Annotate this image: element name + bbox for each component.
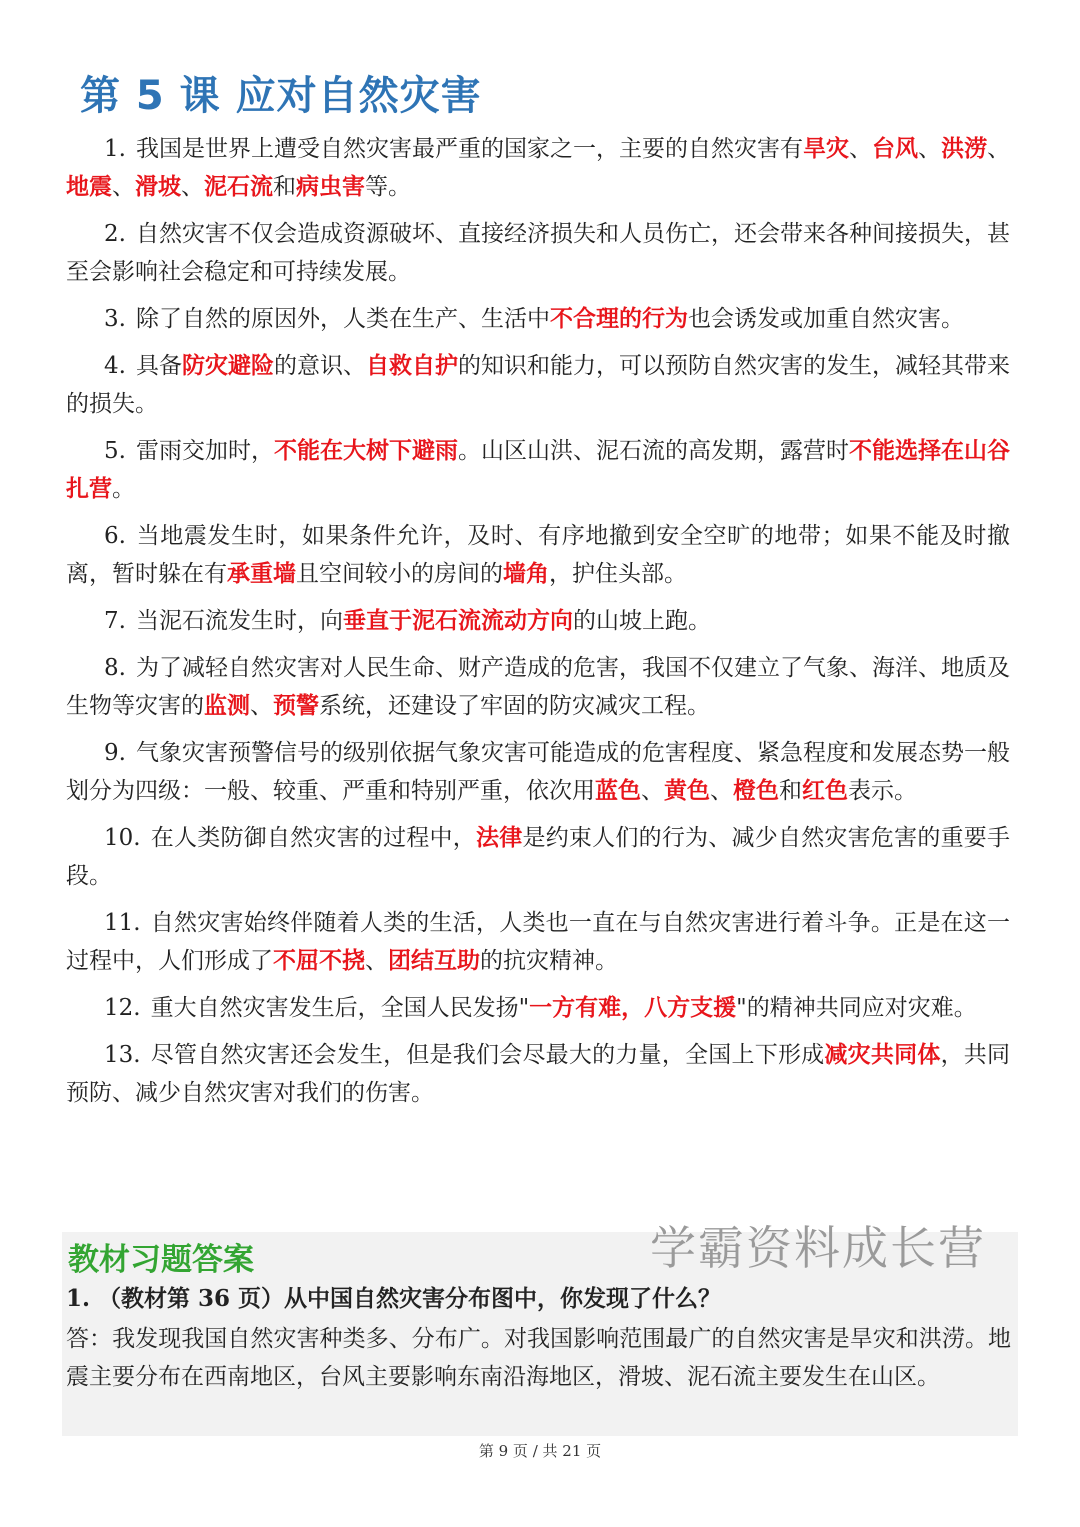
item-text: 、 [987, 136, 1011, 162]
item-text: 的意识、 [273, 353, 366, 379]
highlighted-term: 洪涝 [941, 135, 988, 162]
item-number: 5. [104, 438, 126, 464]
item-text: 当地震发生时，如果条件允许，及时、有序地撤到安全空旷的地带；如果不能及时撤离，暂时躲在有 [66, 523, 1010, 587]
highlighted-term: 黄色 [664, 777, 710, 804]
item-text: 且空间较小的房间的 [296, 561, 503, 587]
item-text: 系统，还建设了牢固的防灾减灾工程。 [319, 693, 710, 719]
item-text: ，护住头部。 [549, 561, 687, 587]
item-text: 、 [641, 778, 664, 804]
highlighted-term: 垂直于泥石流流动方向 [342, 607, 573, 634]
key-points-list [66, 130, 1010, 1121]
key-point-item [66, 602, 1010, 640]
item-text: 自然灾害始终伴随着人类的生活，人类也一直在与自然灾害进行着斗争。正是在这一过程中，人们形成了 [66, 910, 1010, 974]
key-point-item [66, 734, 1010, 810]
item-number: 7. [104, 608, 126, 634]
item-text: 、 [918, 136, 942, 162]
highlighted-term: 不能选择在山谷扎营 [66, 437, 1011, 502]
highlighted-term: 台风 [872, 135, 919, 162]
highlighted-term: 滑坡 [135, 173, 181, 200]
highlighted-term: 不能在大树下避雨 [273, 437, 458, 464]
item-text: 在人类防御自然灾害的过程中， [150, 825, 476, 851]
highlighted-term: 预警 [273, 692, 319, 719]
key-point-item [66, 300, 1010, 338]
highlighted-term: 自救自护 [366, 352, 459, 379]
exercise-question: 1. （教材第 36 页）从中国自然灾害分布图中，你发现了什么？ [66, 1285, 722, 1312]
key-point-item [66, 904, 1010, 980]
item-text: 和 [273, 174, 296, 200]
item-text: 、 [710, 778, 733, 804]
item-text: 、 [250, 693, 273, 719]
item-text: 表示。 [848, 778, 917, 804]
item-text: 、 [365, 948, 388, 974]
highlighted-term: 防灾避险 [181, 352, 274, 379]
item-text: 、 [112, 174, 135, 200]
highlighted-term: 蓝色 [595, 777, 641, 804]
highlighted-term: 一方有难，八方支援 [529, 994, 737, 1021]
item-text: 当泥石流发生时，向 [135, 608, 343, 634]
highlighted-term: 红色 [802, 777, 848, 804]
item-number: 4. [104, 353, 126, 379]
item-text: "的精神共同应对灾难。 [736, 995, 977, 1021]
item-text: 雷雨交加时， [135, 438, 274, 464]
item-text: 、 [849, 136, 873, 162]
key-point-item [66, 989, 1010, 1027]
highlighted-term: 不屈不挠 [273, 947, 365, 974]
highlighted-term: 橙色 [733, 777, 779, 804]
item-number: 6. [104, 523, 126, 549]
key-point-item [66, 1036, 1010, 1112]
highlighted-term: 墙角 [503, 560, 549, 587]
item-number: 2. [104, 221, 126, 247]
highlighted-term: 承重墙 [227, 560, 296, 587]
key-point-item [66, 649, 1010, 725]
item-text: 重大自然灾害发生后，全国人民发扬" [150, 995, 530, 1021]
item-text: 的抗灾精神。 [480, 948, 618, 974]
key-point-item [66, 130, 1010, 206]
item-number: 9. [104, 740, 126, 766]
highlighted-term: 监测 [204, 692, 250, 719]
item-text: 尽管自然灾害还会发生，但是我们会尽最大的力量，全国上下形成 [150, 1042, 825, 1068]
item-text: 具备 [135, 353, 182, 379]
highlighted-term: 旱灾 [803, 135, 850, 162]
item-text: 气象灾害预警信号的级别依据气象灾害可能造成的危害程度、紧急程度和发展态势一般划分为四级：一般、较重、严重和特别严重，依次用 [66, 740, 1010, 804]
highlighted-term: 法律 [476, 824, 523, 851]
item-number: 13. [104, 1042, 141, 1068]
item-text: 。 [112, 476, 135, 502]
page-footer: 第 9 页 / 共 21 页 [478, 1442, 602, 1460]
page-title: 第 5 课 应对自然灾害 [80, 73, 482, 119]
item-text: 我国是世界上遭受自然灾害最严重的国家之一，主要的自然灾害有 [135, 136, 803, 162]
item-number: 11. [104, 910, 141, 936]
highlighted-term: 地震 [66, 173, 112, 200]
item-text: 是约束人们的行为、减少自然灾害危害的重要手段。 [66, 825, 1011, 889]
highlighted-term: 不合理的行为 [549, 305, 688, 332]
key-point-item [66, 517, 1010, 593]
exercise-answer: 答：我发现我国自然灾害种类多、分布广。对我国影响范围最广的自然灾害是旱灾和洪涝。地震主要分布在西南地区，台风主要影响东南沿海地区，滑坡、泥石流主要发生在山区。 [66, 1326, 1011, 1390]
item-text: 除了自然的原因外，人类在生产、生活中 [135, 306, 550, 332]
highlighted-term: 病虫害 [296, 173, 365, 200]
item-number: 8. [104, 655, 126, 681]
item-number: 10. [104, 825, 141, 851]
key-point-item [66, 347, 1010, 423]
item-text: 等。 [365, 174, 411, 200]
item-text: ，共同预防、减少自然灾害对我们的伤害。 [66, 1042, 1011, 1106]
answers-section [62, 1221, 1018, 1436]
item-text: 也会诱发或加重自然灾害。 [687, 306, 964, 332]
item-text: 的知识和能力，可以预防自然灾害的发生，减轻其带来的损失。 [66, 353, 1011, 417]
item-number: 1. [104, 136, 126, 162]
highlighted-term: 团结互助 [388, 947, 480, 974]
item-text: 和 [779, 778, 802, 804]
watermark: 学霸资料成长营 [650, 1221, 986, 1275]
key-point-item [66, 215, 1010, 291]
item-text: 的山坡上跑。 [572, 608, 711, 634]
item-text: 为了减轻自然灾害对人民生命、财产造成的危害，我国不仅建立了气象、海洋、地质及生物等灾害的 [66, 655, 1010, 719]
highlighted-term: 减灾共同体 [824, 1041, 941, 1068]
item-number: 12. [104, 995, 141, 1021]
key-point-item [66, 432, 1010, 508]
item-number: 3. [104, 306, 126, 332]
item-text: 。山区山洪、泥石流的高发期，露营时 [457, 438, 850, 464]
key-point-item [66, 819, 1010, 895]
item-text: 自然灾害不仅会造成资源破坏、直接经济损失和人员伤亡，还会带来各种间接损失，甚至会影响社会稳定和可持续发展。 [66, 221, 1010, 285]
highlighted-term: 泥石流 [204, 173, 273, 200]
answers-section-title: 教材习题答案 [68, 1242, 254, 1278]
item-text: 、 [181, 174, 204, 200]
